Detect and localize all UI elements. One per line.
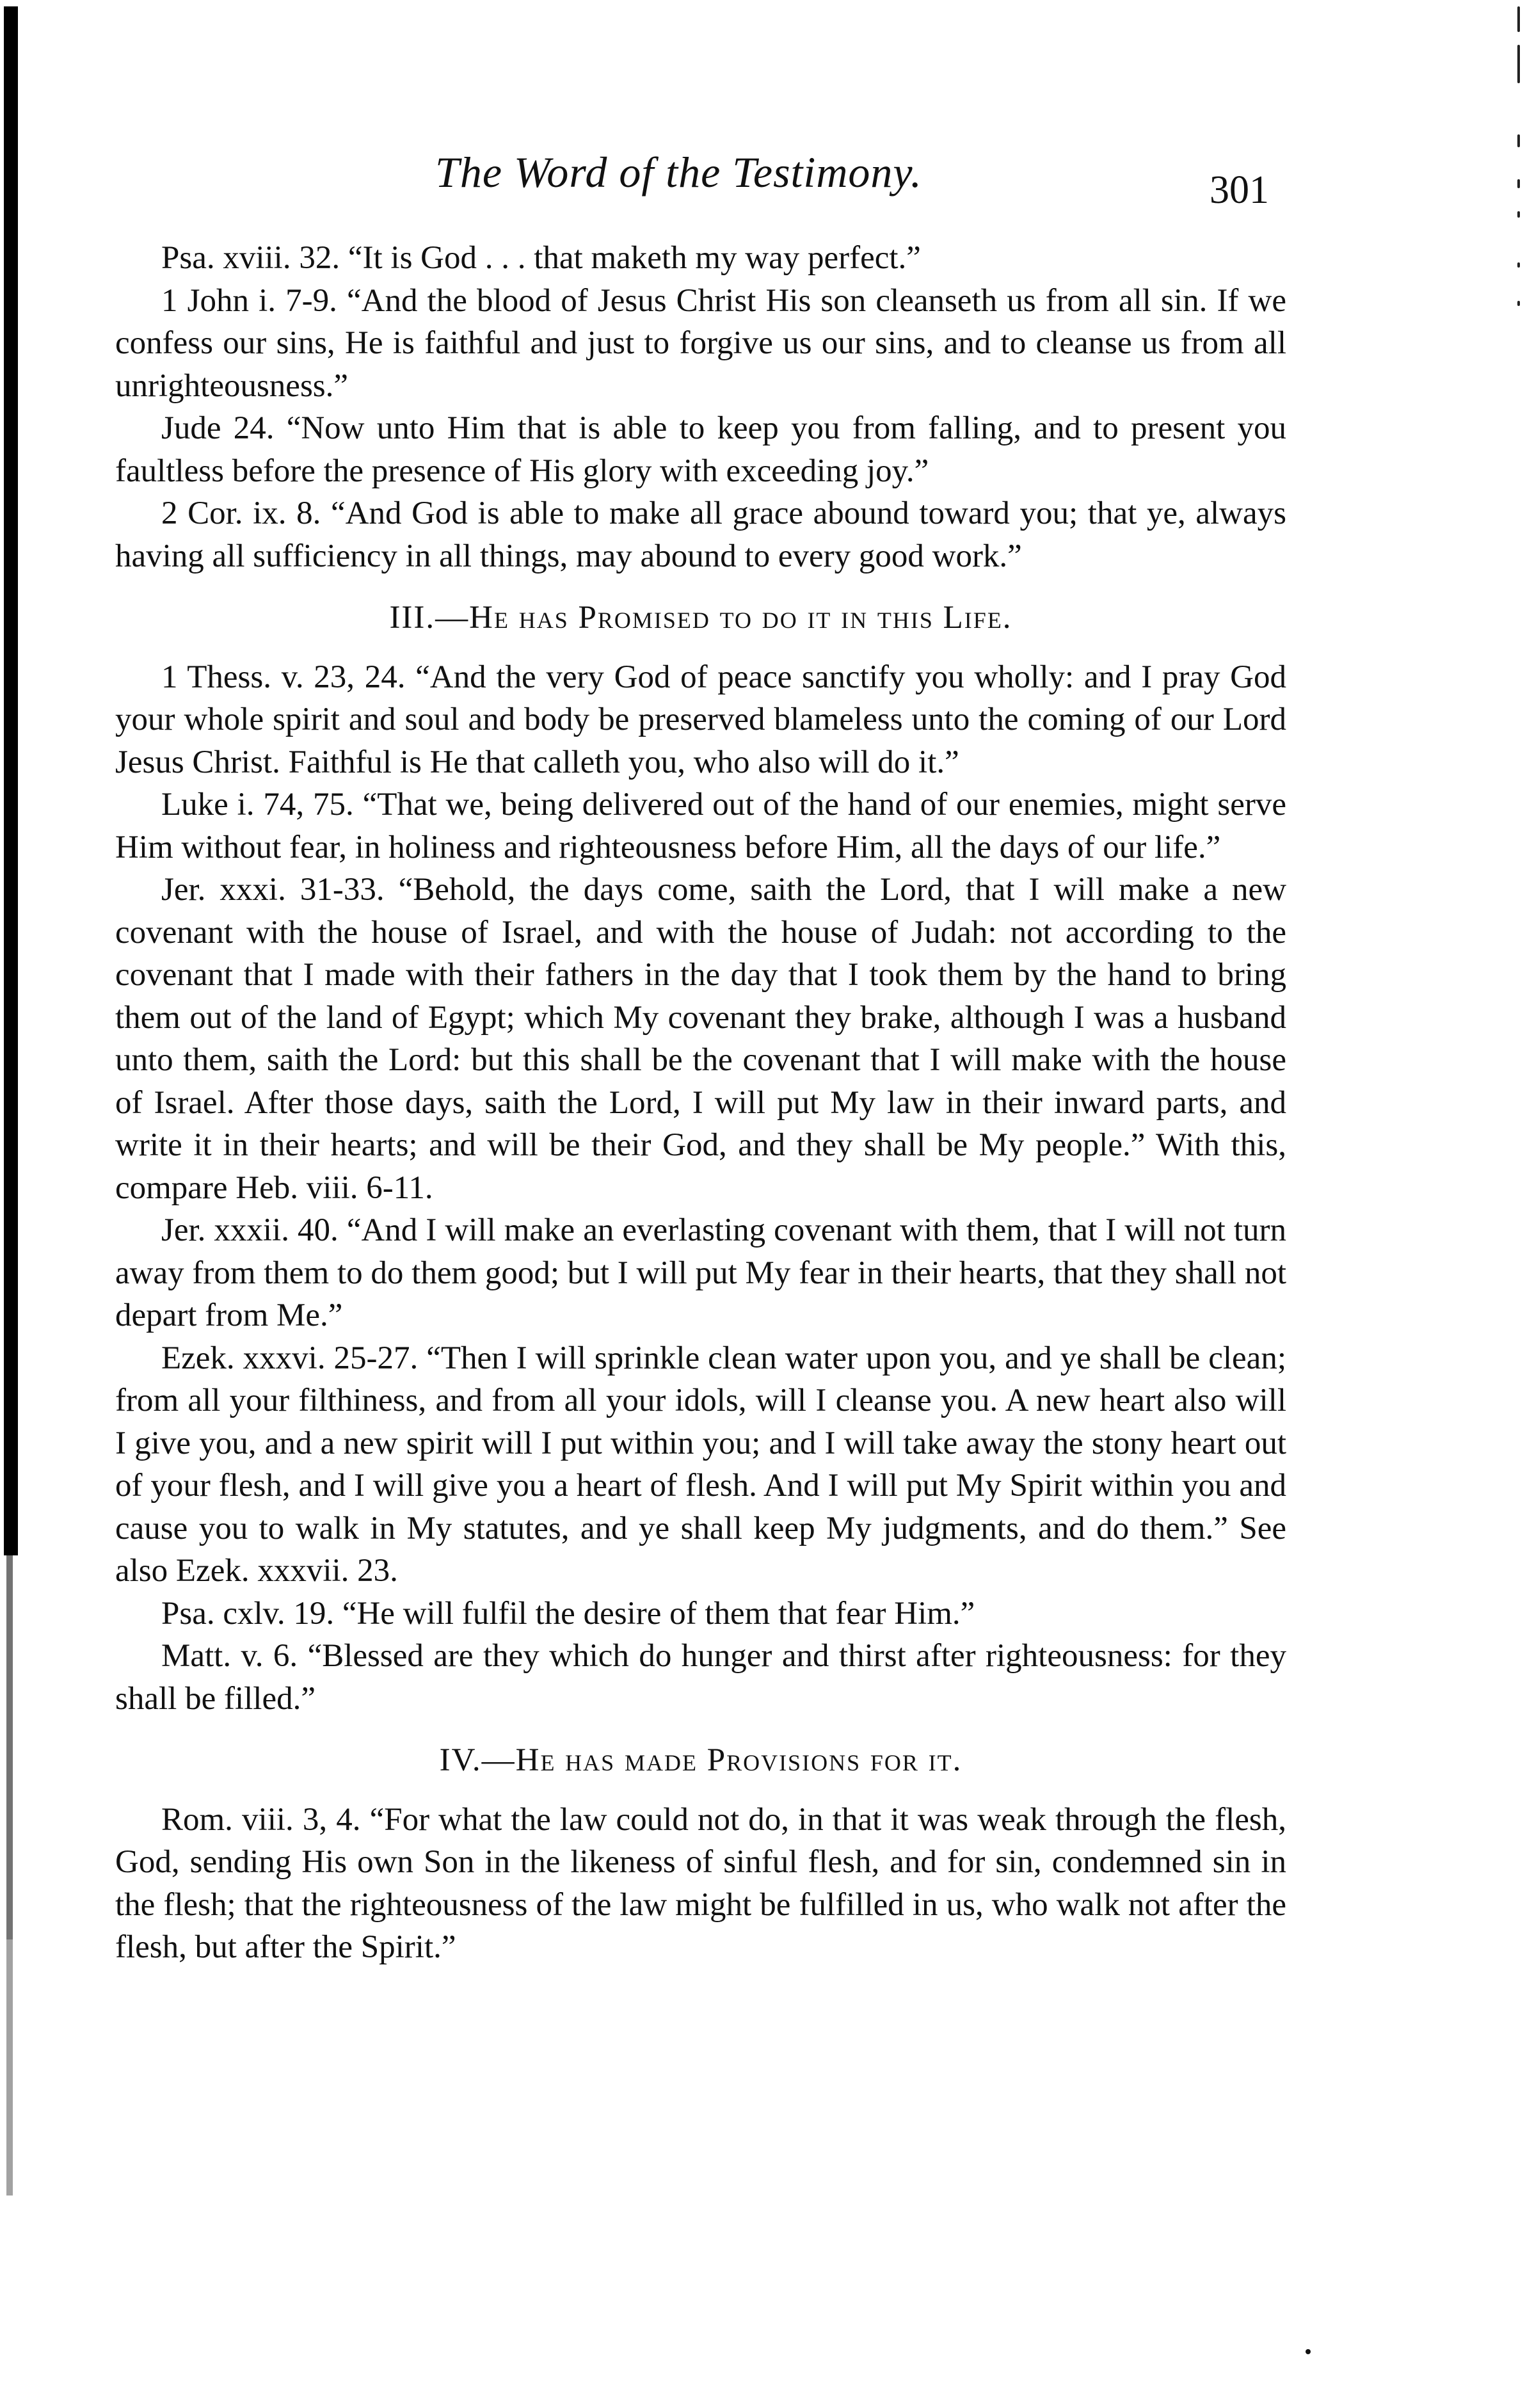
body-text <box>115 237 1286 1969</box>
verse-paragraph: Psa. xviii. 32. “It is God . . . that maketh my way perfect.” <box>161 240 921 276</box>
section-heading: III.—He has Promised to do it in this Life. <box>389 600 1012 636</box>
verse-paragraph: Ezek. xxxvi. 25-27. “Then I will sprinkle clean water upon you, and ye shall be clean; from all your filthiness, and from all your idols, will I cleanse you. A new heart also will I give you, and a new spirit will I put within you; and I will take away the stony heart out of your flesh, and I will give you a heart of flesh. And I will put My Spirit within you and cause you to walk in My statutes, and ye shall keep My judgments, and do them.” See also Ezek. xxxvii. 23. <box>115 1340 1286 1589</box>
verse-paragraph: 2 Cor. ix. 8. “And God is able to make all grace abound toward you; that ye, always having all sufficiency in all things, may abound to every good work.” <box>115 495 1286 574</box>
page-edge-specks <box>1517 0 1525 2408</box>
verse-paragraph: Jude 24. “Now unto Him that is able to keep you from falling, and to present you faultless before the presence of His glory with exceeding joy.” <box>115 410 1286 489</box>
binding-edge-shadow <box>4 6 18 1555</box>
stray-ink-dot <box>1306 2349 1311 2354</box>
page-number: 301 <box>1210 168 1269 212</box>
verse-paragraph: Rom. viii. 3, 4. “For what the law could not do, in that it was weak through the flesh, God, sending His own Son in the likeness of sinful flesh, and for sin, condemned sin in the flesh; that the righteousness of the law might be fulfilled in us, who walk not after the flesh, but after the Spirit.” <box>115 1801 1286 1965</box>
verse-paragraph: 1 Thess. v. 23, 24. “And the very God of peace sanctify you wholly: and I pray God your whole spirit and soul and body be preserved blameless unto the coming of our Lord Jesus Christ. Faithful is He that calleth you, who also will do it.” <box>115 659 1286 780</box>
running-header-title: The Word of the Testimony. <box>435 148 922 197</box>
binding-edge-lower <box>6 1555 13 2195</box>
verse-paragraph: Psa. cxlv. 19. “He will fulfil the desire of them that fear Him.” <box>161 1595 975 1632</box>
verse-paragraph: Matt. v. 6. “Blessed are they which do hunger and thirst after righteousness: for they shall be filled.” <box>115 1638 1286 1717</box>
verse-paragraph: Luke i. 74, 75. “That we, being delivered out of the hand of our enemies, might serve Him without fear, in holiness and righteousness before Him, all the days of our life.” <box>115 787 1286 865</box>
verse-paragraph: Jer. xxxi. 31-33. “Behold, the days come, saith the Lord, that I will make a new covenant with the house of Israel, and with the house of Judah: not according to the covenant that I made with their fathers in the day that I took them by the hand to bring them out of the land of Egypt; which My covenant they brake, although I was a husband unto them, saith the Lord: but this shall be the covenant that I will make with the house of Israel. After those days, saith the Lord, I will put My law in their inward parts, and write it in their hearts; and will be their God, and they shall be My people.” With this, compare Heb. viii. 6-11. <box>115 872 1286 1206</box>
verse-paragraph: Jer. xxxii. 40. “And I will make an everlasting covenant with them, that I will not turn away from them to do them good; but I will put My fear in their hearts, that they shall not depart from Me.” <box>115 1212 1286 1333</box>
section-heading: IV.—He has made Provisions for it. <box>439 1742 963 1778</box>
verse-paragraph: 1 John i. 7-9. “And the blood of Jesus Christ His son cleanseth us from all sin. If we confess our sins, He is faithful and just to forgive us our sins, and to cleanse us from all unrighteousness.” <box>115 282 1286 404</box>
